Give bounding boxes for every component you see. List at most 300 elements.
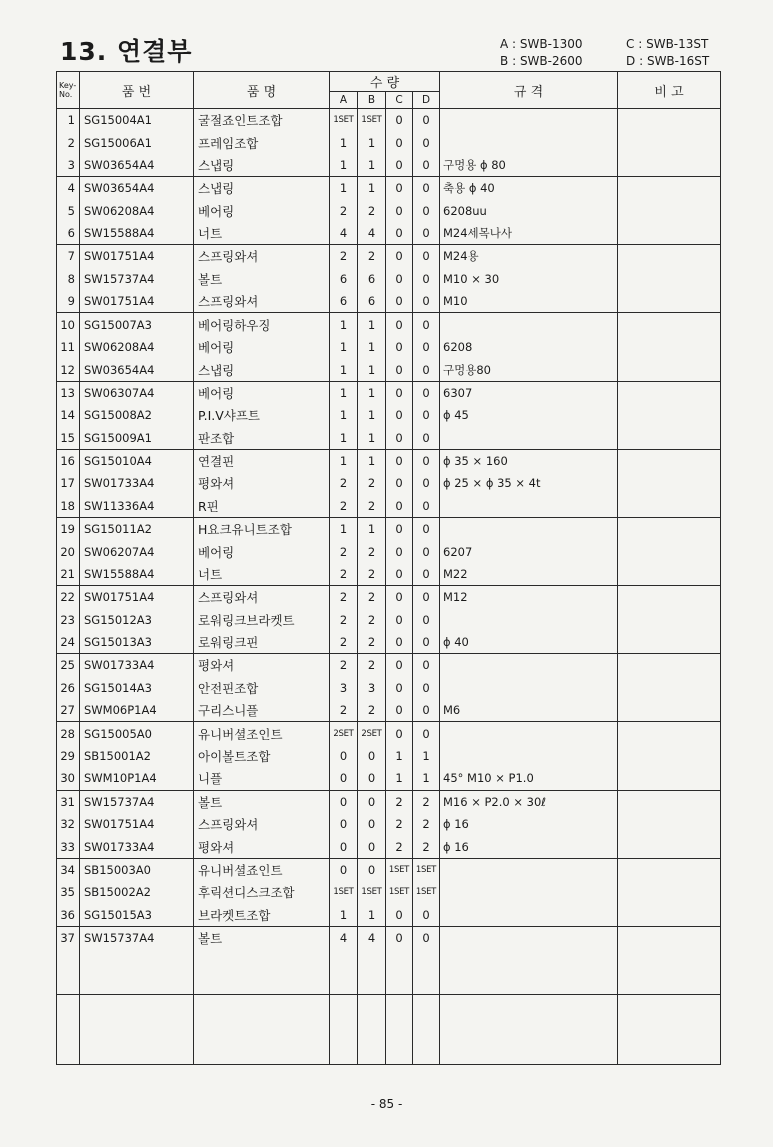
cell-qty-a: 6: [330, 268, 358, 291]
cell-qty-a: 1: [330, 358, 358, 381]
cell-qty-b: 1: [358, 904, 386, 927]
cell-spec: [440, 926, 618, 949]
cell-part-no: SB15003A0: [80, 858, 194, 881]
cell-remarks: [618, 517, 721, 540]
cell-qty-a: 0: [330, 745, 358, 768]
cell-key-no: 3: [57, 154, 80, 177]
header-qty-a: A: [330, 92, 358, 109]
cell-part-name: 후릭션디스크조합: [194, 881, 330, 904]
cell-qty-d: 0: [413, 495, 440, 518]
cell-qty-b: 0: [358, 858, 386, 881]
cell-spec: M22: [440, 563, 618, 586]
table-row: [57, 290, 721, 313]
cell-key-no: 13: [57, 381, 80, 404]
table-row: [57, 699, 721, 722]
cell-key-no: 10: [57, 313, 80, 336]
cell-remarks: [618, 722, 721, 745]
table-row: [57, 631, 721, 654]
cell-part-no: SW03654A4: [80, 177, 194, 200]
cell-remarks: [618, 631, 721, 654]
cell-qty-a: 1: [330, 449, 358, 472]
cell-qty-d: 0: [413, 427, 440, 450]
cell-part-name: 스프링와셔: [194, 586, 330, 609]
cell-qty-d: 0: [413, 540, 440, 563]
cell-qty-c: 0: [386, 199, 413, 222]
cell-qty-b: 1: [358, 449, 386, 472]
table-row: [57, 881, 721, 904]
cell-spec: [440, 722, 618, 745]
cell-qty-b: 4: [358, 926, 386, 949]
cell-remarks: [618, 404, 721, 427]
cell-key-no: 22: [57, 586, 80, 609]
empty-cell: [440, 949, 618, 995]
cell-key-no: 34: [57, 858, 80, 881]
cell-qty-a: 2: [330, 245, 358, 268]
table-row: [57, 336, 721, 359]
header-qty-c: C: [386, 92, 413, 109]
cell-part-name: 스냅링: [194, 358, 330, 381]
cell-qty-a: 0: [330, 813, 358, 836]
cell-part-name: 볼트: [194, 268, 330, 291]
cell-part-no: SW15737A4: [80, 790, 194, 813]
cell-part-no: SG15011A2: [80, 517, 194, 540]
cell-qty-b: 4: [358, 222, 386, 245]
cell-qty-a: 1SET: [330, 109, 358, 132]
table-row: [57, 858, 721, 881]
cell-key-no: 7: [57, 245, 80, 268]
cell-remarks: [618, 427, 721, 450]
cell-part-no: SG15012A3: [80, 608, 194, 631]
cell-qty-a: 1: [330, 131, 358, 154]
cell-remarks: [618, 745, 721, 768]
cell-qty-b: 2: [358, 472, 386, 495]
cell-remarks: [618, 472, 721, 495]
cell-qty-d: 0: [413, 654, 440, 677]
cell-qty-b: 6: [358, 290, 386, 313]
cell-remarks: [618, 154, 721, 177]
cell-key-no: 19: [57, 517, 80, 540]
cell-remarks: [618, 904, 721, 927]
cell-qty-d: 0: [413, 676, 440, 699]
empty-cell: [330, 995, 358, 1065]
cell-key-no: 11: [57, 336, 80, 359]
cell-qty-a: 1: [330, 427, 358, 450]
cell-qty-c: 0: [386, 472, 413, 495]
page-number: - 85 -: [370, 1097, 403, 1111]
cell-part-name: 연결핀: [194, 449, 330, 472]
cell-spec: ϕ 40: [440, 631, 618, 654]
cell-qty-d: 0: [413, 109, 440, 132]
cell-qty-a: 1: [330, 313, 358, 336]
table-row: [57, 608, 721, 631]
cell-spec: M12: [440, 586, 618, 609]
header-spec: 규 격: [440, 72, 618, 109]
cell-part-name: 로워링크브라켓트: [194, 608, 330, 631]
cell-qty-d: 0: [413, 472, 440, 495]
cell-spec: [440, 517, 618, 540]
cell-qty-a: 1: [330, 177, 358, 200]
cell-qty-a: 1: [330, 381, 358, 404]
cell-qty-d: 0: [413, 563, 440, 586]
cell-part-no: SW11336A4: [80, 495, 194, 518]
cell-qty-c: 0: [386, 722, 413, 745]
cell-qty-a: 2: [330, 199, 358, 222]
cell-spec: ϕ 45: [440, 404, 618, 427]
cell-part-name: 구리스니플: [194, 699, 330, 722]
cell-part-no: SW01751A4: [80, 245, 194, 268]
cell-qty-d: 0: [413, 222, 440, 245]
table-row: [57, 495, 721, 518]
cell-qty-c: 0: [386, 586, 413, 609]
cell-qty-c: 0: [386, 245, 413, 268]
header-remarks: 비 고: [618, 72, 721, 109]
cell-key-no: 2: [57, 131, 80, 154]
cell-remarks: [618, 881, 721, 904]
header-part-no: 품 번: [80, 72, 194, 109]
model-legend-item: C : SWB-13ST: [626, 37, 709, 51]
cell-part-name: 유니버셜죠인트: [194, 858, 330, 881]
cell-spec: ϕ 35 × 160: [440, 449, 618, 472]
table-row: [57, 131, 721, 154]
cell-part-name: 평와셔: [194, 836, 330, 859]
cell-qty-c: 0: [386, 654, 413, 677]
cell-qty-d: 0: [413, 699, 440, 722]
model-legend-item: B : SWB-2600: [500, 54, 583, 68]
table-row: [57, 676, 721, 699]
cell-part-no: SW01751A4: [80, 813, 194, 836]
cell-remarks: [618, 131, 721, 154]
cell-qty-c: 0: [386, 177, 413, 200]
cell-part-no: SG15013A3: [80, 631, 194, 654]
cell-spec: [440, 881, 618, 904]
cell-remarks: [618, 926, 721, 949]
cell-qty-b: 1: [358, 358, 386, 381]
empty-cell: [413, 995, 440, 1065]
cell-part-no: SW06307A4: [80, 381, 194, 404]
cell-qty-c: 0: [386, 404, 413, 427]
cell-spec: M10 × 30: [440, 268, 618, 291]
cell-qty-b: 2: [358, 563, 386, 586]
cell-qty-c: 0: [386, 313, 413, 336]
cell-part-no: SG15014A3: [80, 676, 194, 699]
table-row: [57, 313, 721, 336]
header-qty-b: B: [358, 92, 386, 109]
cell-part-name: 스프링와셔: [194, 290, 330, 313]
cell-remarks: [618, 449, 721, 472]
cell-part-name: 브라켓트조합: [194, 904, 330, 927]
cell-key-no: 26: [57, 676, 80, 699]
cell-qty-a: 0: [330, 858, 358, 881]
cell-qty-a: 4: [330, 222, 358, 245]
cell-part-no: SW06207A4: [80, 540, 194, 563]
cell-qty-d: 0: [413, 268, 440, 291]
empty-cell: [413, 949, 440, 995]
cell-part-no: SG15015A3: [80, 904, 194, 927]
cell-qty-b: 0: [358, 767, 386, 790]
cell-qty-d: 0: [413, 722, 440, 745]
cell-part-name: 스냅링: [194, 154, 330, 177]
cell-qty-d: 0: [413, 631, 440, 654]
cell-part-no: SG15010A4: [80, 449, 194, 472]
cell-spec: ϕ 16: [440, 836, 618, 859]
empty-cell: [330, 949, 358, 995]
empty-cell: [618, 995, 721, 1065]
table-row: [57, 926, 721, 949]
empty-cell: [440, 995, 618, 1065]
cell-qty-a: 2: [330, 586, 358, 609]
cell-qty-c: 0: [386, 154, 413, 177]
table-row: [57, 517, 721, 540]
cell-part-name: 베어링: [194, 336, 330, 359]
cell-qty-b: 2: [358, 631, 386, 654]
cell-qty-c: 0: [386, 926, 413, 949]
cell-key-no: 24: [57, 631, 80, 654]
cell-qty-d: 0: [413, 177, 440, 200]
cell-qty-b: 2: [358, 699, 386, 722]
cell-remarks: [618, 563, 721, 586]
cell-remarks: [618, 767, 721, 790]
cell-qty-a: 2: [330, 472, 358, 495]
cell-qty-c: 2: [386, 836, 413, 859]
cell-spec: [440, 858, 618, 881]
cell-remarks: [618, 676, 721, 699]
empty-cell: [194, 995, 330, 1065]
cell-qty-a: 1: [330, 154, 358, 177]
table-row: [57, 109, 721, 132]
cell-key-no: 31: [57, 790, 80, 813]
cell-remarks: [618, 358, 721, 381]
cell-key-no: 15: [57, 427, 80, 450]
cell-key-no: 32: [57, 813, 80, 836]
cell-qty-a: 1: [330, 404, 358, 427]
cell-part-no: SG15009A1: [80, 427, 194, 450]
cell-qty-d: 0: [413, 245, 440, 268]
cell-qty-d: 0: [413, 290, 440, 313]
cell-key-no: 35: [57, 881, 80, 904]
cell-remarks: [618, 495, 721, 518]
cell-qty-c: 0: [386, 222, 413, 245]
cell-part-no: SW15588A4: [80, 222, 194, 245]
cell-remarks: [618, 268, 721, 291]
cell-qty-b: 0: [358, 836, 386, 859]
cell-part-no: SW01733A4: [80, 836, 194, 859]
empty-cell: [358, 995, 386, 1065]
cell-key-no: 29: [57, 745, 80, 768]
cell-key-no: 27: [57, 699, 80, 722]
cell-qty-b: 1: [358, 404, 386, 427]
cell-spec: M6: [440, 699, 618, 722]
cell-part-name: 평와셔: [194, 472, 330, 495]
cell-spec: ϕ 16: [440, 813, 618, 836]
cell-remarks: [618, 540, 721, 563]
cell-qty-d: 0: [413, 517, 440, 540]
cell-qty-d: 0: [413, 586, 440, 609]
table-row: [57, 472, 721, 495]
cell-qty-c: 0: [386, 608, 413, 631]
empty-cell: [80, 995, 194, 1065]
cell-part-no: SW06208A4: [80, 199, 194, 222]
cell-qty-d: 0: [413, 199, 440, 222]
cell-remarks: [618, 336, 721, 359]
cell-qty-c: 0: [386, 631, 413, 654]
cell-qty-b: 2: [358, 586, 386, 609]
cell-remarks: [618, 858, 721, 881]
cell-remarks: [618, 836, 721, 859]
cell-qty-c: 0: [386, 290, 413, 313]
cell-qty-a: 4: [330, 926, 358, 949]
cell-qty-a: 2: [330, 608, 358, 631]
cell-key-no: 33: [57, 836, 80, 859]
cell-qty-a: 0: [330, 836, 358, 859]
cell-qty-d: 0: [413, 336, 440, 359]
cell-qty-b: 1SET: [358, 881, 386, 904]
cell-part-name: P.I.V샤프트: [194, 404, 330, 427]
cell-key-no: 28: [57, 722, 80, 745]
cell-part-no: SW15588A4: [80, 563, 194, 586]
page-title: 13. 연결부: [60, 37, 193, 66]
cell-part-name: 판조합: [194, 427, 330, 450]
cell-remarks: [618, 199, 721, 222]
empty-cell: [194, 949, 330, 995]
empty-row: [57, 949, 721, 995]
cell-part-name: 스냅링: [194, 177, 330, 200]
table-row: [57, 404, 721, 427]
cell-spec: [440, 654, 618, 677]
cell-spec: M24용: [440, 245, 618, 268]
cell-part-no: SW15737A4: [80, 926, 194, 949]
cell-remarks: [618, 245, 721, 268]
cell-part-no: SWM10P1A4: [80, 767, 194, 790]
cell-part-name: 볼트: [194, 926, 330, 949]
cell-qty-c: 0: [386, 540, 413, 563]
cell-qty-a: 1: [330, 517, 358, 540]
table-row: [57, 836, 721, 859]
cell-qty-c: 0: [386, 109, 413, 132]
table-row: [57, 245, 721, 268]
cell-part-name: 베어링: [194, 381, 330, 404]
cell-qty-d: 0: [413, 381, 440, 404]
cell-spec: M24세목나사: [440, 222, 618, 245]
cell-remarks: [618, 222, 721, 245]
table-row: [57, 767, 721, 790]
table-row: [57, 904, 721, 927]
cell-qty-c: 0: [386, 427, 413, 450]
cell-qty-a: 2: [330, 495, 358, 518]
cell-part-no: SG15004A1: [80, 109, 194, 132]
cell-qty-a: 1: [330, 904, 358, 927]
empty-cell: [386, 995, 413, 1065]
cell-part-name: 로워링크핀: [194, 631, 330, 654]
cell-qty-c: 0: [386, 904, 413, 927]
cell-qty-d: 1: [413, 745, 440, 768]
cell-qty-c: 1SET: [386, 881, 413, 904]
cell-qty-b: 3: [358, 676, 386, 699]
table-row: [57, 427, 721, 450]
cell-part-no: SB15002A2: [80, 881, 194, 904]
cell-spec: 구멍용 ϕ 80: [440, 154, 618, 177]
cell-part-no: SW01733A4: [80, 654, 194, 677]
cell-qty-d: 1SET: [413, 858, 440, 881]
cell-spec: [440, 608, 618, 631]
empty-cell: [80, 949, 194, 995]
cell-spec: [440, 904, 618, 927]
header-part-name: 품 명: [194, 72, 330, 109]
cell-part-name: 베어링: [194, 199, 330, 222]
empty-cell: [618, 949, 721, 995]
cell-spec: 45° M10 × P1.0: [440, 767, 618, 790]
cell-spec: 6207: [440, 540, 618, 563]
cell-qty-a: 6: [330, 290, 358, 313]
table-row: [57, 654, 721, 677]
cell-qty-b: 1: [358, 313, 386, 336]
table-row: [57, 586, 721, 609]
cell-part-name: 볼트: [194, 790, 330, 813]
cell-remarks: [618, 654, 721, 677]
cell-qty-b: 2: [358, 495, 386, 518]
cell-key-no: 30: [57, 767, 80, 790]
cell-part-name: 안전핀조합: [194, 676, 330, 699]
cell-qty-b: 6: [358, 268, 386, 291]
cell-remarks: [618, 699, 721, 722]
cell-qty-b: 0: [358, 745, 386, 768]
cell-key-no: 21: [57, 563, 80, 586]
cell-part-name: 스프링와셔: [194, 245, 330, 268]
cell-qty-d: 2: [413, 813, 440, 836]
cell-key-no: 37: [57, 926, 80, 949]
cell-remarks: [618, 608, 721, 631]
cell-part-no: SG15006A1: [80, 131, 194, 154]
cell-qty-b: 1: [358, 154, 386, 177]
cell-qty-b: 0: [358, 790, 386, 813]
cell-spec: 6208uu: [440, 199, 618, 222]
cell-qty-c: 0: [386, 381, 413, 404]
cell-part-name: R핀: [194, 495, 330, 518]
cell-qty-c: 1SET: [386, 858, 413, 881]
cell-qty-d: 2: [413, 790, 440, 813]
cell-key-no: 18: [57, 495, 80, 518]
cell-qty-c: 0: [386, 449, 413, 472]
cell-part-no: SW15737A4: [80, 268, 194, 291]
cell-qty-a: 1: [330, 336, 358, 359]
cell-qty-a: 2SET: [330, 722, 358, 745]
cell-spec: M10: [440, 290, 618, 313]
cell-key-no: 1: [57, 109, 80, 132]
header-key-no: Key- No.: [57, 72, 80, 109]
cell-qty-b: 2: [358, 199, 386, 222]
table-row: [57, 381, 721, 404]
table-row: [57, 722, 721, 745]
table-row: [57, 199, 721, 222]
cell-spec: [440, 427, 618, 450]
cell-key-no: 14: [57, 404, 80, 427]
cell-qty-c: 2: [386, 790, 413, 813]
cell-qty-a: 3: [330, 676, 358, 699]
cell-qty-a: 2: [330, 563, 358, 586]
cell-qty-d: 0: [413, 358, 440, 381]
cell-part-no: SG15005A0: [80, 722, 194, 745]
cell-part-name: 너트: [194, 222, 330, 245]
cell-qty-a: 2: [330, 699, 358, 722]
cell-qty-c: 2: [386, 813, 413, 836]
cell-key-no: 8: [57, 268, 80, 291]
cell-qty-c: 1: [386, 745, 413, 768]
cell-spec: [440, 495, 618, 518]
cell-part-name: 평와셔: [194, 654, 330, 677]
cell-qty-c: 0: [386, 495, 413, 518]
cell-part-name: 너트: [194, 563, 330, 586]
cell-key-no: 6: [57, 222, 80, 245]
header-quantity: 수 량: [330, 72, 440, 92]
